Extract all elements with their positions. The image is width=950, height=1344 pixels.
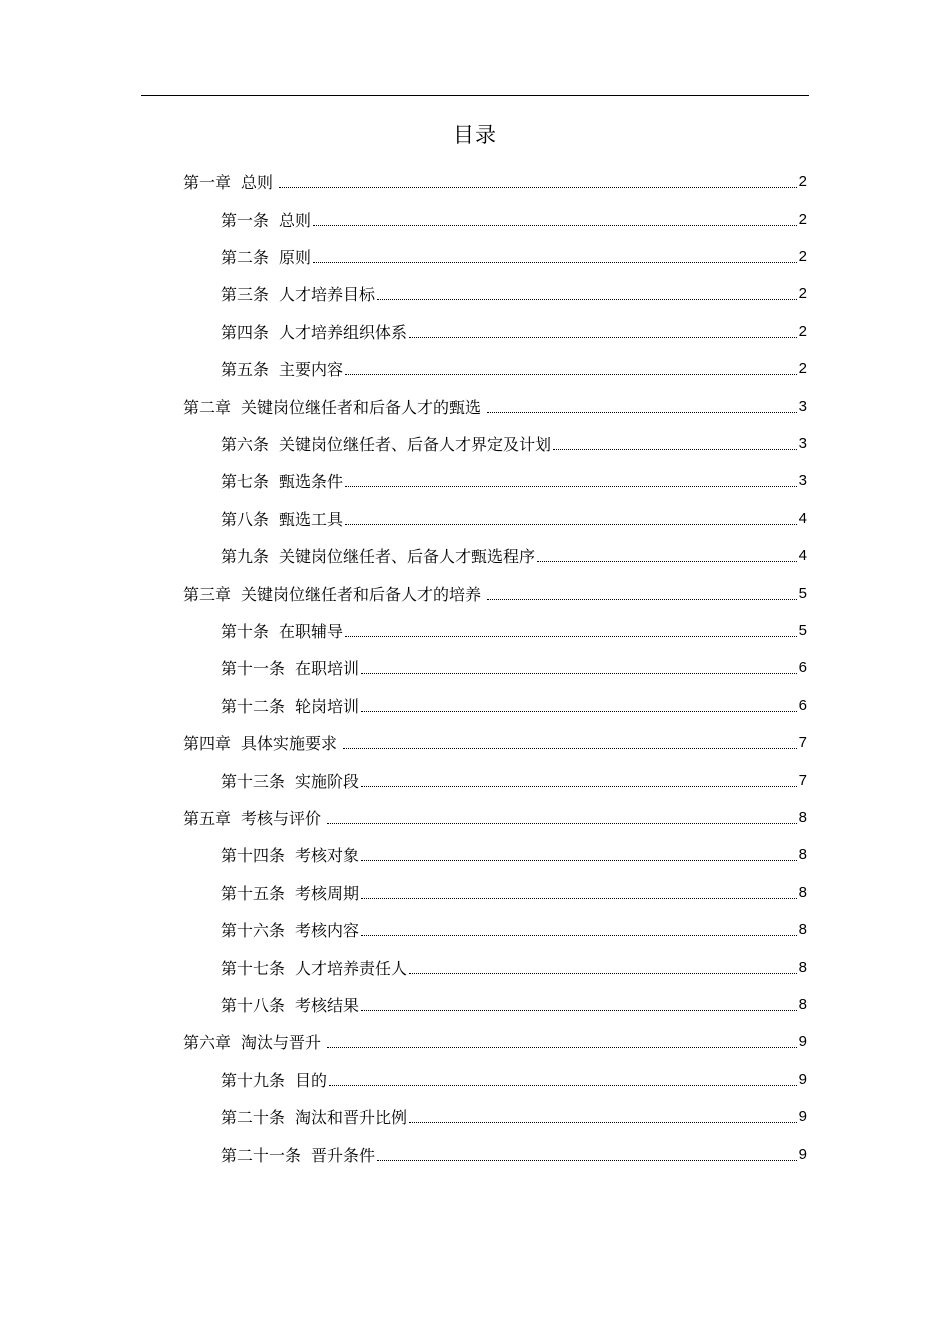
toc-entry-number: 第十七条 [221, 958, 286, 978]
toc-dot-leader [361, 882, 797, 899]
toc-dot-leader [361, 919, 797, 936]
toc-entry-number: 第十二条 [221, 696, 286, 716]
toc-page-number: 6 [798, 659, 807, 677]
toc-dot-leader [345, 620, 797, 637]
toc-dot-leader [361, 657, 797, 674]
toc-page-number: 8 [798, 883, 807, 901]
toc-page-number: 9 [798, 1145, 807, 1163]
toc-entry-number: 第五条 [221, 360, 270, 380]
toc-page-number: 2 [798, 173, 807, 191]
toc-page-number: 9 [798, 1033, 807, 1051]
toc-entry-number: 第一条 [221, 210, 270, 230]
toc-entry-title: 淘汰与晋升 [241, 1033, 322, 1053]
toc-page-number: 7 [798, 734, 807, 752]
toc-entry-number: 第二条 [221, 247, 270, 267]
toc-article-entry[interactable] [221, 313, 807, 350]
toc-entry-number: 第十条 [221, 621, 270, 641]
toc-entry-title: 人才培养组织体系 [279, 322, 408, 342]
toc-article-entry[interactable] [221, 1061, 807, 1098]
toc-article-entry[interactable] [221, 1135, 807, 1172]
toc-entry-number: 第十四条 [221, 846, 286, 866]
toc-entry-title: 主要内容 [279, 360, 344, 380]
toc-page-number: 8 [798, 846, 807, 864]
toc-entry-number: 第四条 [221, 322, 270, 342]
toc-entry-title: 考核周期 [295, 883, 360, 903]
toc-entry-number: 第十三条 [221, 771, 286, 791]
toc-entry-title: 具体实施要求 [241, 734, 338, 754]
toc-entry-title: 关键岗位继任者、后备人才甄选程序 [279, 547, 536, 567]
toc-page-number: 3 [798, 472, 807, 490]
toc-dot-leader [553, 433, 797, 450]
toc-page-number: 8 [798, 958, 807, 976]
toc-article-entry[interactable] [221, 687, 807, 724]
toc-entry-number: 第三章 [183, 584, 232, 604]
toc-entry-title: 淘汰和晋升比例 [295, 1108, 408, 1128]
toc-entry-number: 第五章 [183, 808, 232, 828]
toc-page-number: 5 [798, 584, 807, 602]
toc-dot-leader [279, 171, 797, 188]
toc-entry-number: 第十六条 [221, 921, 286, 941]
toc-chapter-entry[interactable] [183, 1023, 807, 1060]
toc-article-entry[interactable] [221, 761, 807, 798]
toc-entry-number: 第二章 [183, 397, 232, 417]
toc-dot-leader [313, 246, 797, 263]
toc-entry-title: 关键岗位继任者、后备人才界定及计划 [279, 434, 552, 454]
toc-entry-title: 人才培养责任人 [295, 958, 408, 978]
toc-dot-leader [377, 283, 797, 300]
toc-dot-leader [409, 1106, 797, 1123]
toc-chapter-entry[interactable] [183, 724, 807, 761]
toc-page-number: 2 [798, 210, 807, 228]
toc-page-number: 9 [798, 1070, 807, 1088]
toc-entry-number: 第四章 [183, 734, 232, 754]
toc-article-entry[interactable] [221, 612, 807, 649]
toc-dot-leader [409, 957, 797, 974]
toc-entry-title: 关键岗位继任者和后备人才的甄选 [241, 397, 482, 417]
toc-entry-title: 总则 [241, 173, 274, 193]
toc-article-entry[interactable] [221, 200, 807, 237]
toc-dot-leader [327, 807, 797, 824]
toc-page-number: 8 [798, 995, 807, 1013]
toc-chapter-entry[interactable] [183, 799, 807, 836]
toc-entry-title: 关键岗位继任者和后备人才的培养 [241, 584, 482, 604]
toc-entry-title: 实施阶段 [295, 771, 360, 791]
toc-entry-title: 原则 [279, 247, 312, 267]
toc-dot-leader [377, 1144, 797, 1161]
toc-entry-number: 第十八条 [221, 995, 286, 1015]
toc-page-number: 4 [798, 547, 807, 565]
toc-article-entry[interactable] [221, 911, 807, 948]
toc-dot-leader [361, 770, 797, 787]
toc-page-number: 2 [798, 322, 807, 340]
toc-article-entry[interactable] [221, 238, 807, 275]
toc-page-number: 4 [798, 509, 807, 527]
toc-entry-title: 晋升条件 [311, 1145, 376, 1165]
toc-entry-number: 第六章 [183, 1033, 232, 1053]
toc-entry-number: 第三条 [221, 285, 270, 305]
toc-entry-number: 第一章 [183, 173, 232, 193]
toc-entry-number: 第十九条 [221, 1070, 286, 1090]
toc-dot-leader [361, 994, 797, 1011]
toc-article-entry[interactable] [221, 425, 807, 462]
toc-page-number: 5 [798, 621, 807, 639]
toc-entry-number: 第二十条 [221, 1108, 286, 1128]
toc-article-entry[interactable] [221, 500, 807, 537]
toc-page-number: 2 [798, 247, 807, 265]
toc-entry-title: 轮岗培训 [295, 696, 360, 716]
toc-entry-number: 第六条 [221, 434, 270, 454]
toc-article-entry[interactable] [221, 874, 807, 911]
toc-entry-title: 甄选条件 [279, 472, 344, 492]
toc-chapter-entry[interactable] [183, 387, 807, 424]
toc-entry-number: 第十五条 [221, 883, 286, 903]
toc-entry-number: 第十一条 [221, 659, 286, 679]
toc-entry-title: 在职培训 [295, 659, 360, 679]
toc-entry-number: 第二十一条 [221, 1145, 302, 1165]
toc-dot-leader [409, 321, 797, 338]
toc-page-number: 6 [798, 696, 807, 714]
toc-article-entry[interactable] [221, 275, 807, 312]
toc-article-entry[interactable] [221, 537, 807, 574]
toc-page-number: 2 [798, 360, 807, 378]
toc-page-number: 9 [798, 1108, 807, 1126]
toc-article-entry[interactable] [221, 350, 807, 387]
toc-page-number: 3 [798, 397, 807, 415]
header-rule [141, 95, 809, 96]
toc-page-number: 2 [798, 285, 807, 303]
toc-dot-leader [537, 545, 797, 562]
page-title: 目录 [453, 123, 497, 147]
toc-dot-leader [329, 1069, 797, 1086]
toc-entry-title: 考核对象 [295, 846, 360, 866]
toc-dot-leader [345, 508, 797, 525]
toc-page-number: 3 [798, 434, 807, 452]
toc-entry-title: 考核与评价 [241, 808, 322, 828]
toc-article-entry[interactable] [221, 986, 807, 1023]
toc-article-entry[interactable] [221, 649, 807, 686]
toc-dot-leader [487, 583, 797, 600]
toc-entry-title: 考核结果 [295, 995, 360, 1015]
toc-dot-leader [361, 695, 797, 712]
toc-page-number: 8 [798, 921, 807, 939]
toc-entry-title: 考核内容 [295, 921, 360, 941]
toc-entry-title: 在职辅导 [279, 621, 344, 641]
toc-page-number: 7 [798, 771, 807, 789]
toc-entry-title: 人才培养目标 [279, 285, 376, 305]
toc-dot-leader [343, 732, 797, 749]
toc-dot-leader [327, 1031, 797, 1048]
toc-article-entry[interactable] [221, 948, 807, 985]
toc-dot-leader [313, 209, 797, 226]
toc-article-entry[interactable] [221, 836, 807, 873]
toc-article-entry[interactable] [221, 462, 807, 499]
toc-entry-number: 第九条 [221, 547, 270, 567]
toc-dot-leader [487, 396, 797, 413]
toc-entry-number: 第七条 [221, 472, 270, 492]
toc-page-number: 8 [798, 808, 807, 826]
toc-article-entry[interactable] [221, 1098, 807, 1135]
toc-entry-title: 甄选工具 [279, 509, 344, 529]
toc-chapter-entry[interactable] [183, 574, 807, 611]
toc-dot-leader [345, 358, 797, 375]
toc-dot-leader [361, 844, 797, 861]
toc-chapter-entry[interactable] [183, 163, 807, 200]
toc-entry-title: 总则 [279, 210, 312, 230]
toc-dot-leader [345, 470, 797, 487]
toc-entry-number: 第八条 [221, 509, 270, 529]
toc-entry-title: 目的 [295, 1070, 328, 1090]
